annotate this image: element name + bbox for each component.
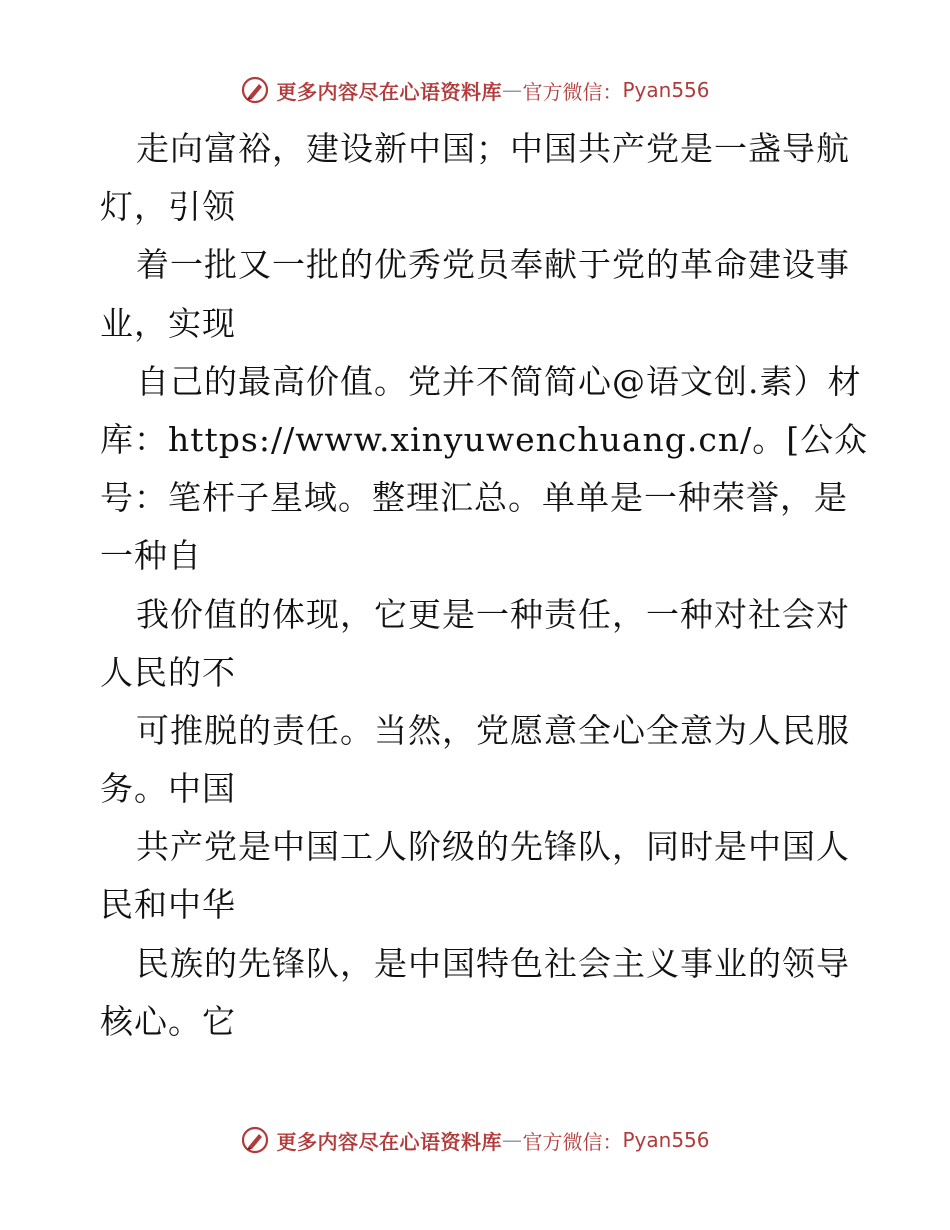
- document-body: [100, 120, 869, 1051]
- text-line: 人民的不: [100, 652, 236, 692]
- banner-wechat-id: Pyan556: [622, 1128, 710, 1152]
- text-line: 民和中华: [100, 885, 236, 925]
- banner-dash: —: [501, 1128, 523, 1152]
- banner-dash: —: [501, 78, 523, 102]
- text-line: 核心。它: [100, 1001, 236, 1041]
- text-line: 一种自: [100, 536, 202, 576]
- text-line: 共产党是中国工人阶级的先锋队，同时是中国人: [136, 827, 850, 867]
- footer-banner: [0, 1120, 950, 1160]
- banner-wechat-label: 官方微信：: [522, 79, 623, 104]
- text-line: 自己的最高价值。党并不简简心@语文创.素）材: [136, 361, 862, 401]
- text-line: 走向富裕，建设新中国；中国共产党是一盏导航: [136, 129, 850, 168]
- text-line: 业，实现: [100, 303, 236, 343]
- text-line: 我价值的体现，它更是一种责任，一种对社会对: [136, 594, 850, 634]
- pen-logo-icon: [240, 75, 270, 105]
- text-line: 可推脱的责任。当然，党愿意全心全意为人民服: [136, 710, 850, 750]
- banner-site-text: 更多内容尽在心语资料库: [276, 1129, 502, 1154]
- text-line: 民族的先锋队，是中国特色社会主义事业的领导: [136, 943, 850, 983]
- text-line: 着一批又一批的优秀党员奉献于党的革命建设事: [136, 245, 850, 285]
- pen-logo-icon: [240, 1125, 270, 1155]
- text-line: 灯，引领: [100, 187, 236, 227]
- text-line: 库：https://www.xinyuwenchuang.cn/。[公众: [100, 419, 869, 459]
- header-banner: [0, 70, 950, 110]
- banner-wechat-id: Pyan556: [622, 78, 710, 102]
- banner-site-text: 更多内容尽在心语资料库: [276, 79, 502, 104]
- banner-wechat-label: 官方微信：: [522, 1129, 623, 1154]
- text-line: 务。中国: [100, 769, 236, 809]
- text-line: 号：笔杆子星域。整理汇总。单单是一种荣誉，是: [100, 478, 848, 518]
